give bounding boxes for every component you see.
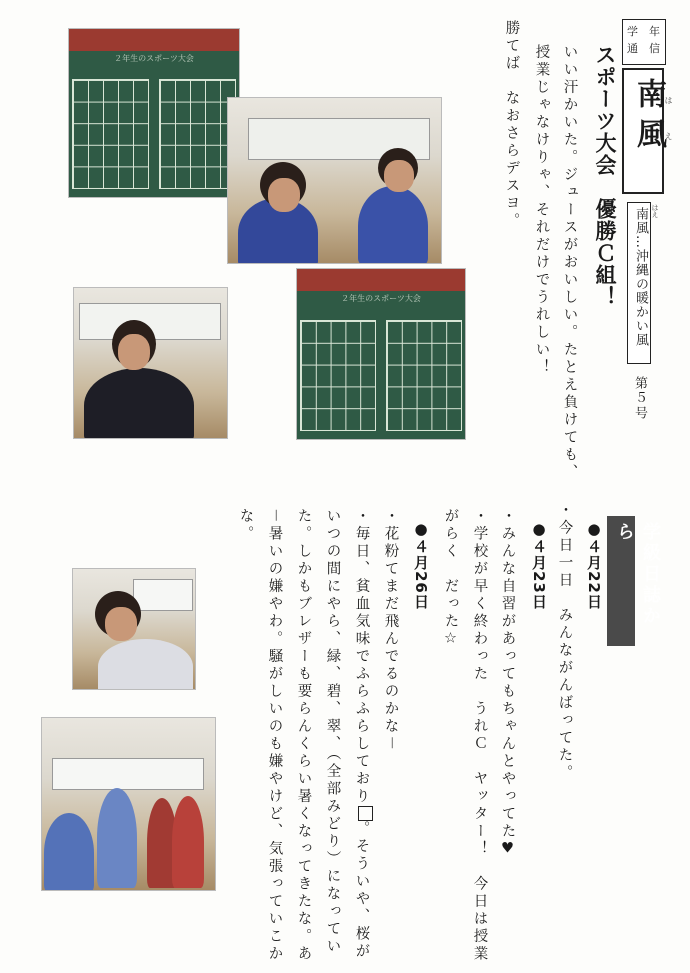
label-char: 学 bbox=[627, 25, 638, 38]
masthead-label bbox=[622, 19, 666, 65]
masthead-subtitle-ruby: はえ bbox=[651, 204, 659, 218]
scoreboard-grid-volleyball bbox=[159, 79, 236, 189]
label-col-right bbox=[649, 23, 661, 57]
student-body bbox=[98, 639, 193, 690]
photo-scoreboard-1 bbox=[68, 28, 240, 198]
diary-line: がらく だった☆ bbox=[442, 508, 459, 650]
sports-line-1: いい汗かいた。ジュースがおいしい。たとえ負けても、 bbox=[561, 44, 578, 482]
diary-line: いつの間にやら、緑、碧、翠、（全部みどり）になってい bbox=[324, 508, 341, 956]
diary-date-0426: ●４月26日 bbox=[412, 520, 430, 610]
gym-window bbox=[52, 758, 204, 790]
scoreboard-header: ２年生のスポーツ大会 bbox=[69, 51, 239, 73]
player-1 bbox=[44, 813, 94, 891]
masthead-subtitle-box bbox=[627, 202, 651, 364]
label-col-left bbox=[627, 23, 639, 57]
diary-line-part: ・毎日、貧血気味でふらふらしており bbox=[353, 508, 370, 806]
diary-line: た。しかもブレザーも要らんくらい暑くなってきたな。あ bbox=[295, 508, 312, 963]
player-2 bbox=[97, 788, 137, 888]
diary-date-0423: ●４月23日 bbox=[530, 520, 548, 610]
diary-heading: 学級日誌から bbox=[614, 522, 661, 627]
masthead-title-ruby: はえ bbox=[664, 96, 673, 168]
diary-line: ・今日一日 みんながんばってた。 bbox=[556, 502, 573, 782]
student-right-face bbox=[384, 160, 414, 192]
diary-line: な。 bbox=[237, 508, 254, 543]
sports-headline: スポーツ大会 優勝Ｃ組！ bbox=[593, 44, 617, 308]
photo-students-gym bbox=[227, 97, 442, 264]
student-left-face bbox=[268, 178, 300, 212]
diary-date-0422: ●４月22日 bbox=[585, 520, 603, 610]
photo-teacher bbox=[73, 287, 228, 439]
issue-number: 第５号 bbox=[632, 376, 647, 421]
diary-line: ・みんな自習があってもちゃんとやってた♥ bbox=[499, 508, 516, 860]
scoreboard-grid-basketball bbox=[72, 79, 149, 189]
photo-students-game bbox=[41, 717, 216, 891]
scoreboard-top-stripe bbox=[297, 269, 465, 291]
scoreboard-top-stripe bbox=[69, 29, 239, 51]
teacher-body bbox=[84, 368, 194, 439]
masthead-title-box bbox=[622, 68, 664, 194]
gym-window bbox=[133, 579, 193, 611]
label-char: 信 bbox=[649, 42, 660, 55]
diary-line-part: 。そういや、桜が bbox=[353, 820, 370, 961]
masthead-title: 南風 bbox=[631, 78, 666, 158]
photo-scoreboard-2 bbox=[296, 268, 466, 440]
student-right bbox=[358, 186, 428, 264]
diary-line: －暑いの嫌やわ。騒がしいのも嫌やけど、気張っていこか bbox=[266, 508, 283, 963]
diary-heading-box bbox=[607, 516, 661, 646]
blank-box-mark bbox=[358, 806, 373, 821]
scoreboard-grid-basketball bbox=[300, 320, 376, 431]
masthead-subtitle: 南風…沖縄の暖かい風 bbox=[633, 207, 648, 347]
teacher-face bbox=[118, 334, 150, 370]
diary-line: ・学校が早く終わった うれＣ ヤッター！ 今日は授業 bbox=[471, 508, 488, 963]
diary-line: ・花粉てまだ飛んでるのかな－ bbox=[382, 508, 399, 753]
player-4 bbox=[172, 796, 204, 888]
label-char: 年 bbox=[649, 25, 660, 38]
sports-line-3: 勝てば なおさらデスヨ。 bbox=[503, 20, 520, 230]
diary-line-with-box bbox=[354, 508, 373, 961]
student-face bbox=[105, 607, 137, 641]
label-char: 通 bbox=[627, 42, 638, 55]
sports-line-2: 授業じゃなけりゃ、それだけでうれしい！ bbox=[533, 44, 550, 377]
scoreboard-grid-volleyball bbox=[386, 320, 462, 431]
scoreboard-header: ２年生のスポーツ大会 bbox=[297, 291, 465, 313]
photo-student-smiling bbox=[72, 568, 196, 690]
